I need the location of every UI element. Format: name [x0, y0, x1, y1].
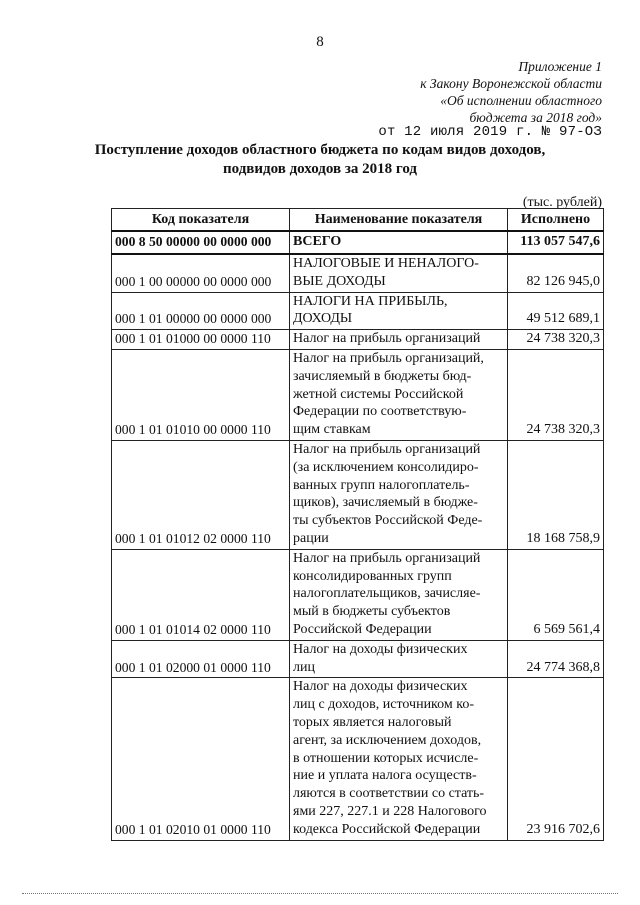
- cell-name: [290, 349, 508, 440]
- units-label: (тыс. рублей): [522, 195, 602, 210]
- title-line-1: Поступление доходов областного бюджета по кодам видов доходов,: [94, 142, 546, 158]
- cell-name-line: ДОХОДЫ: [293, 311, 353, 327]
- cell-executed-value: 24 738 320,3: [508, 349, 604, 440]
- cell-name-line: ВЫЕ ДОХОДЫ: [293, 273, 386, 289]
- cell-code: 000 1 01 01014 02 0000 110: [112, 549, 290, 640]
- cell-name-line: (за исключением консолидиро-: [293, 459, 479, 475]
- cell-name: [290, 678, 508, 840]
- cell-name-line: торых является налоговый: [293, 714, 452, 730]
- cell-name-line: щиков), зачисляемый в бюдже-: [293, 495, 478, 511]
- cell-name-line: рации: [293, 530, 329, 546]
- cell-name-line: в отношении которых исчисле-: [293, 750, 479, 766]
- cell-name-line: ВСЕГО: [293, 234, 342, 250]
- cell-name: [290, 254, 508, 292]
- cell-name-line: щим ставкам: [293, 422, 371, 438]
- cell-name-line: мый в бюджеты субъектов: [293, 604, 451, 620]
- cell-code: 000 1 00 00000 00 0000 000: [112, 254, 290, 292]
- cell-name-line: жетной системы Российской: [293, 386, 464, 402]
- appendix-line-1: Приложение 1: [518, 59, 602, 74]
- page-bottom-rule: [22, 893, 618, 894]
- table-row: [112, 440, 604, 549]
- cell-name-line: НАЛОГИ НА ПРИБЫЛЬ,: [293, 293, 448, 309]
- cell-name-line: лиц с доходов, источником ко-: [293, 697, 474, 713]
- cell-name-line: Налог на прибыль организаций: [293, 550, 481, 566]
- table-row: [112, 349, 604, 440]
- appendix-reference: [420, 58, 602, 126]
- cell-name: [290, 292, 508, 330]
- cell-name-line: ты субъектов Российской Феде-: [293, 513, 483, 529]
- table-row: [112, 330, 604, 350]
- cell-name-line: Налог на прибыль организаций: [293, 331, 481, 347]
- cell-name-line: ние и уплата налога осуществ-: [293, 768, 477, 784]
- cell-name-line: консолидированных групп: [293, 568, 452, 584]
- cell-code: 000 8 50 00000 00 0000 000: [112, 231, 290, 254]
- table-row: [112, 678, 604, 840]
- table-row: [112, 254, 604, 292]
- decree-stamp: от 12 июля 2019 г. № 97-ОЗ: [378, 124, 602, 140]
- cell-executed-value: 82 126 945,0: [508, 254, 604, 292]
- cell-name: [290, 549, 508, 640]
- cell-code: 000 1 01 00000 00 0000 000: [112, 292, 290, 330]
- cell-name-line: Федерации по соответствую-: [293, 404, 467, 420]
- cell-code: 000 1 01 02010 01 0000 110: [112, 678, 290, 840]
- page-number: 8: [316, 34, 324, 50]
- cell-name: [290, 330, 508, 350]
- header-name: Наименование показателя: [290, 209, 508, 232]
- cell-name-line: НАЛОГОВЫЕ И НЕНАЛОГО-: [293, 256, 479, 271]
- cell-code: 000 1 01 01000 00 0000 110: [112, 330, 290, 350]
- cell-name-line: зачисляемый в бюджеты бюд-: [293, 368, 472, 384]
- cell-code: 000 1 01 01010 00 0000 110: [112, 349, 290, 440]
- cell-executed-value: 49 512 689,1: [508, 292, 604, 330]
- cell-name-line: кодекса Российской Федерации: [293, 821, 481, 837]
- table-row: [112, 292, 604, 330]
- header-code: Код показателя: [112, 209, 290, 232]
- cell-executed-value: 24 774 368,8: [508, 640, 604, 678]
- cell-name-line: Налог на доходы физических: [293, 679, 468, 695]
- cell-name-line: ями 227, 227.1 и 228 Налогового: [293, 803, 487, 819]
- cell-name: [290, 640, 508, 678]
- title-line-2: подвидов доходов за 2018 год: [222, 161, 417, 177]
- cell-name: [290, 231, 508, 254]
- cell-name-line: ляются в соответствии со стать-: [293, 786, 485, 802]
- cell-name-line: ванных групп налогоплатель-: [293, 477, 470, 493]
- table-row: [112, 549, 604, 640]
- header-executed: Исполнено: [508, 209, 604, 232]
- table-row: [112, 640, 604, 678]
- cell-name-line: лиц: [293, 659, 315, 675]
- cell-name-line: агент, за исключением доходов,: [293, 732, 482, 748]
- cell-name-line: Налог на прибыль организаций,: [293, 350, 484, 366]
- cell-name: [290, 440, 508, 549]
- table-row-total: [112, 231, 604, 254]
- appendix-line-3: «Об исполнении областного: [440, 93, 602, 108]
- cell-name-line: налогоплательщиков, зачисляе-: [293, 586, 481, 602]
- cell-code: 000 1 01 01012 02 0000 110: [112, 440, 290, 549]
- cell-executed-value: 18 168 758,9: [508, 440, 604, 549]
- table-header-row: [112, 209, 604, 232]
- cell-code: 000 1 01 02000 01 0000 110: [112, 640, 290, 678]
- appendix-line-2: к Закону Воронежской области: [420, 76, 602, 91]
- cell-executed-value: 6 569 561,4: [508, 549, 604, 640]
- cell-executed-value: 24 738 320,3: [508, 330, 604, 350]
- revenue-table: [111, 208, 604, 841]
- cell-name-line: Российской Федерации: [293, 621, 432, 637]
- cell-executed-value: 23 916 702,6: [508, 678, 604, 840]
- cell-name-line: Налог на доходы физических: [293, 641, 468, 657]
- cell-name-line: Налог на прибыль организаций: [293, 441, 481, 457]
- appendix-line-4: бюджета за 2018 год»: [469, 110, 602, 125]
- document-title: [60, 141, 580, 179]
- cell-executed-value: 113 057 547,6: [508, 231, 604, 254]
